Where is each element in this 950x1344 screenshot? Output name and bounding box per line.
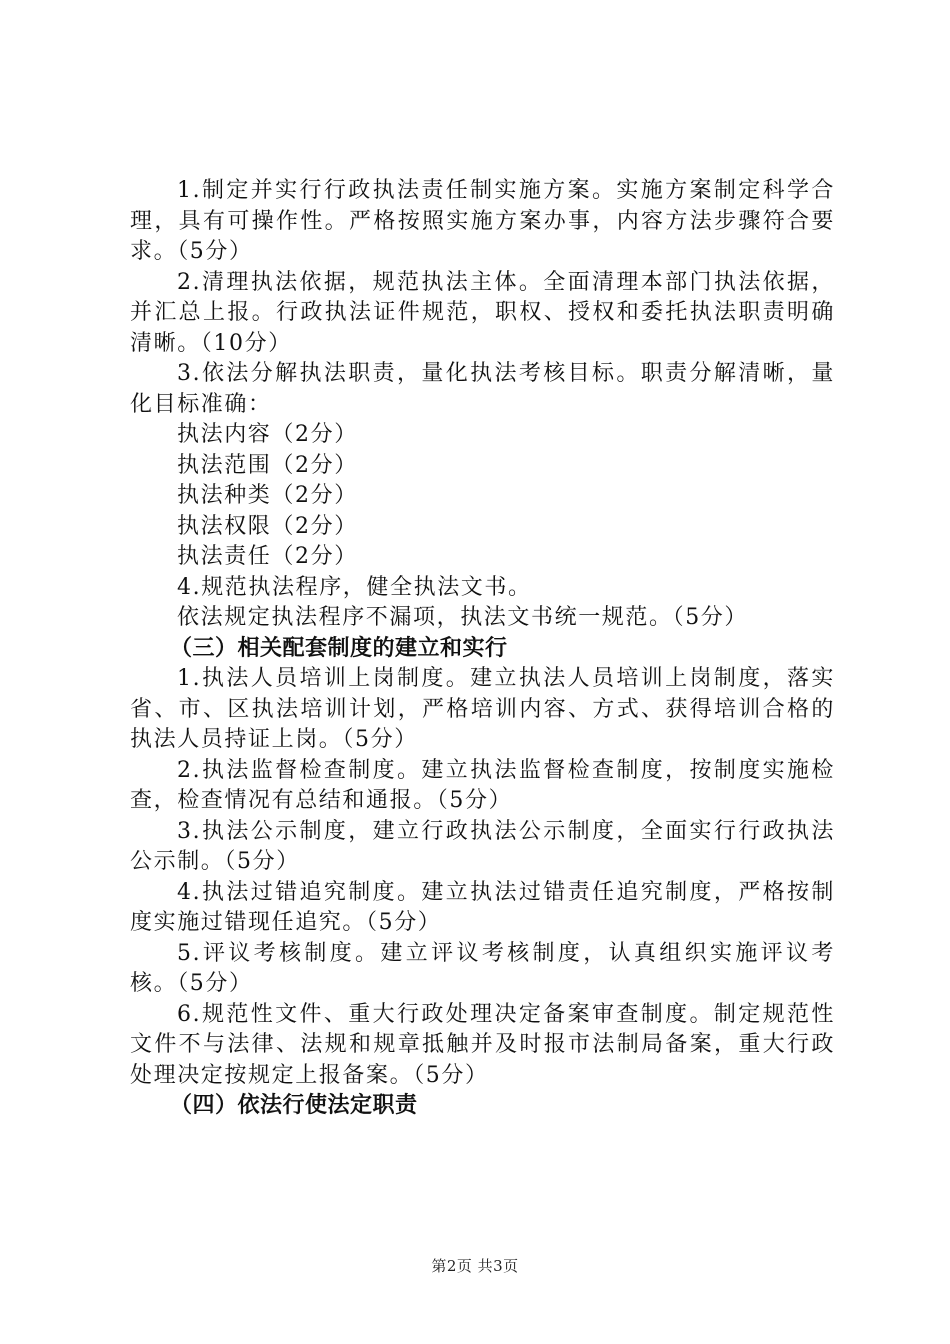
list-item: 4.规范执法程序，健全执法文书。: [177, 574, 532, 600]
paragraph-3: 3.依法分解执法职责，量化执法考核目标。职责分解清晰，量化目标准确：: [130, 361, 835, 417]
document-body: [130, 176, 835, 1122]
list-item: 执法内容（2分）: [177, 422, 358, 447]
list-item: 执法权限（2分）: [177, 513, 358, 539]
paragraph-2: 2.清理执法依据，规范执法主体。全面清理本部门执法依据，并汇总上报。行政执法证件规范，职权、授权和委托执法职责明确清晰。（10分）: [130, 269, 835, 356]
section3-paragraph: 2.执法监督检查制度。建立执法监督检查制度，按制度实施检查，检查情况有总结和通报。（5分）: [130, 757, 835, 813]
list-item: 执法范围（2分）: [177, 452, 358, 478]
section3-paragraph: 3.执法公示制度，建立行政执法公示制度，全面实行行政执法公示制。（5分）: [130, 818, 835, 874]
section3-paragraph: 1.执法人员培训上岗制度。建立执法人员培训上岗制度，落实省、市、区执法培训计划，严格培训内容、方式、获得培训合格的执法人员持证上岗。（5分）: [130, 666, 835, 752]
list-item: 执法种类（2分）: [177, 483, 358, 508]
section3-paragraph: 4.执法过错追究制度。建立执法过错责任追究制度，严格按制度实施过错现任追究。（5分）: [130, 879, 835, 935]
section-heading-3: （三）相关配套制度的建立和实行: [170, 635, 508, 661]
section-heading-4: （四）依法行使法定职责: [170, 1093, 418, 1118]
list-item: 依法规定执法程序不漏项，执法文书统一规范。（5分）: [177, 605, 748, 630]
section3-paragraph: 6.规范性文件、重大行政处理决定备案审查制度。制定规范性文件不与法律、法规和规章抵触并及时报市法制局备案，重大行政处理决定按规定上报备案。（5分）: [130, 1001, 835, 1088]
list-item: 执法责任（2分）: [177, 544, 358, 569]
paragraph-1: 1.制定并实行行政执法责任制实施方案。实施方案制定科学合理，具有可操作性。严格按照实施方案办事，内容方法步骤符合要求。（5分）: [130, 178, 835, 264]
page-footer: 第2页 共3页: [431, 1257, 519, 1275]
section3-paragraph: 5.评议考核制度。建立评议考核制度，认真组织实施评议考核。（5分）: [130, 940, 835, 996]
